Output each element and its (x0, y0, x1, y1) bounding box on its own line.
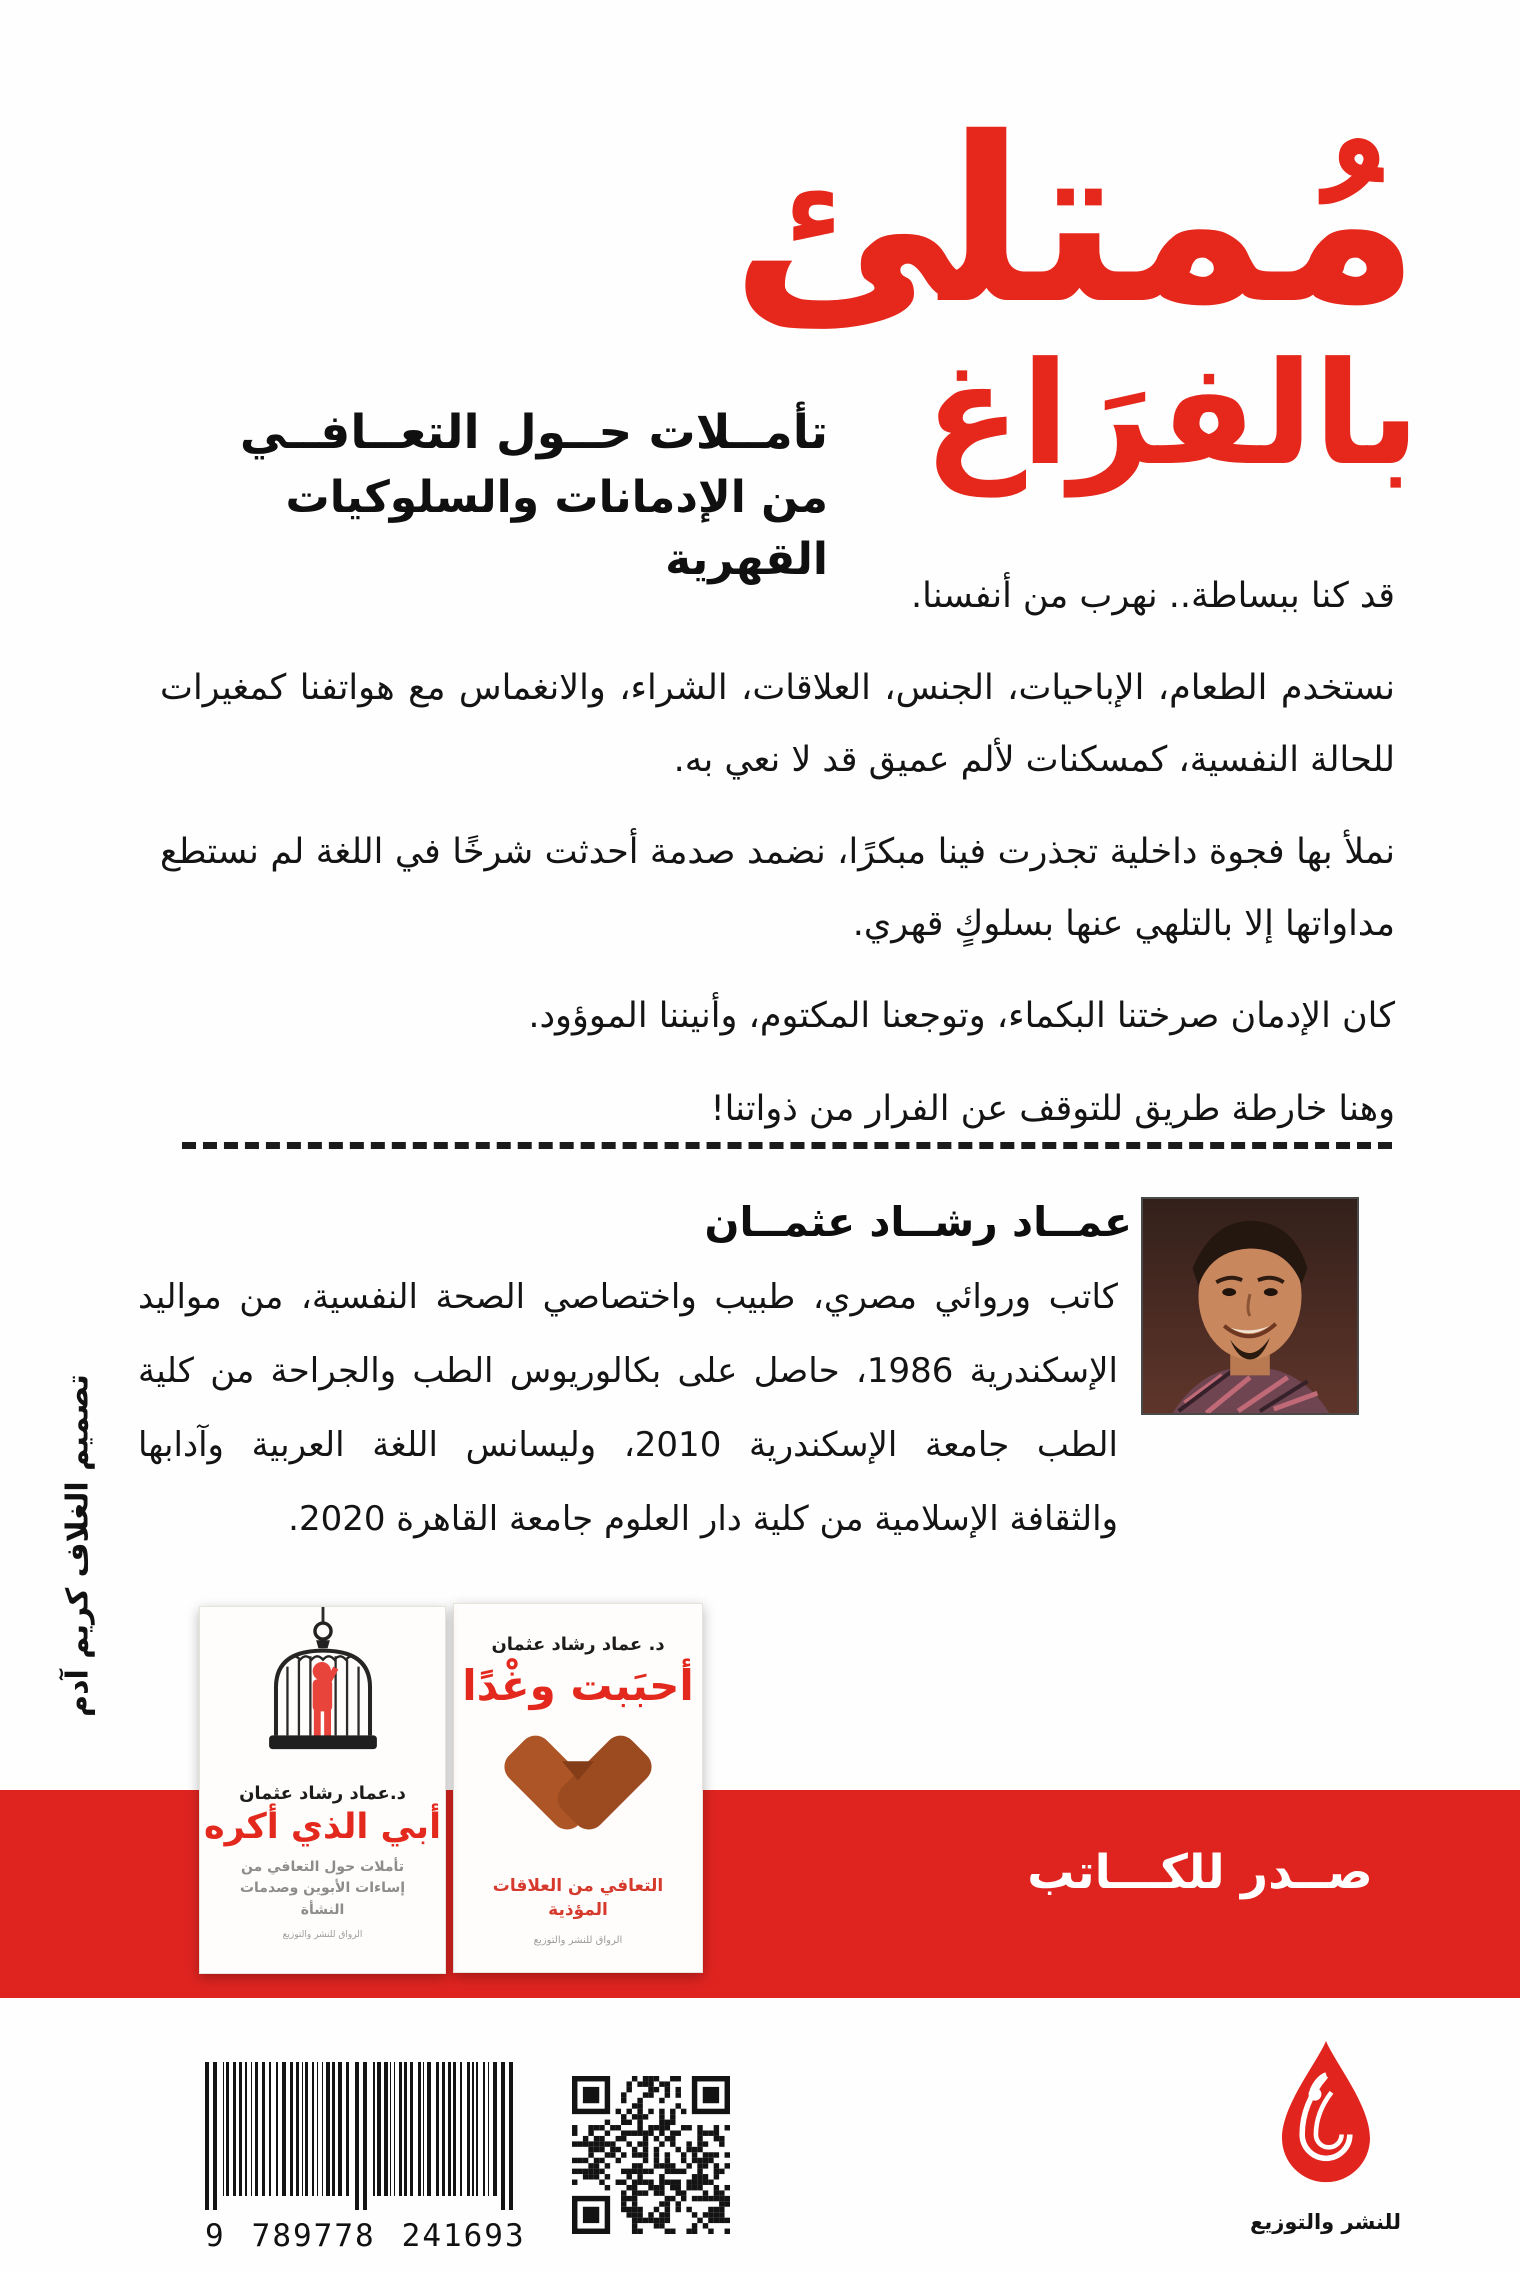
book-title (730, 88, 1420, 497)
qr-code (572, 2076, 730, 2234)
minicover-ahbabt-waghadan (453, 1603, 703, 1973)
author-photo (1141, 1197, 1359, 1415)
minicover-a-author: د. عماد رشاد عثمان (491, 1634, 665, 1655)
isbn-lead-digit: 9 (205, 2218, 226, 2254)
blurb-paragraph-5: وهنا خارطة طريق للتوقف عن الفرار من ذواتنا! (710, 1088, 1395, 1129)
publisher-tagline: للنشر والتوزيع (1250, 2210, 1401, 2234)
origami-heart-icon (503, 1725, 653, 1853)
book-title-line1: مُمتلئ (730, 88, 1420, 354)
blurb-paragraph-2: نستخدم الطعام، الإباحيات، الجنس، العلاقات، الشراء، والانغماس مع هواتفنا كمغيرات للحالة النفسية، كمسكنات لألم عميق قد لا نعي به. (160, 668, 1395, 781)
blurb-paragraph-1: قد كنا ببساطة.. نهرب من أنفسنا. (911, 576, 1395, 616)
book-subtitle-line1: تأمــلات حــول التعــافــي (239, 405, 828, 460)
isbn-digits (205, 2218, 535, 2254)
barcode-bars (205, 2062, 517, 2212)
minicover-a-title: أحبَبت وغْدًا (462, 1661, 694, 1710)
minicover-b-publisher: الرواق للنشر والتوزيع (282, 1929, 363, 1940)
minicover-a-subtitle: التعافي من العلاقات المؤذية (492, 1876, 664, 1920)
minicover-a-publisher: الرواق للنشر والتوزيع (533, 1934, 623, 1946)
blurb-paragraph-4: كان الإدمان صرختنا البكماء، وتوجعنا المكتوم، وأنيننا الموؤود. (528, 996, 1395, 1037)
isbn-barcode (205, 2062, 535, 2254)
author-name: عمــاد رشــاد عثمــان (704, 1198, 1132, 1246)
minicover-b-author: د.عماد رشاد عثمان (239, 1783, 406, 1804)
back-cover-blurb (160, 560, 1395, 1145)
minicover-b-subtitle: تأملات حول التعافي من إساءات الأبوين وصدمات النشأة (239, 1858, 406, 1918)
author-portrait-illustration (1143, 1199, 1357, 1413)
publisher-drop-icon (1271, 2032, 1381, 2204)
cover-design-credit: تصميم الغلاف كريم آدم (60, 1374, 96, 1717)
isbn-group1: 789778 (251, 2218, 376, 2254)
publisher-logo (1238, 2032, 1413, 2234)
author-bio: كاتب وروائي مصري، طبيب واختصاصي الصحة النفسية، من مواليد الإسكندرية 1986، حاصل على بكالوريوس الطب والجراحة من كلية الطب جامعة الإسكندرية 2010، وليسانس اللغة العربية وآدابها والثقافة الإسلامية من كلية دار العلوم جامعة القاهرة 2020. (138, 1277, 1118, 1540)
birdcage-icon (248, 1607, 398, 1779)
published-for-author-label: صــدر للكـــاتب (1027, 1845, 1373, 1900)
blurb-paragraph-3: نملأ بها فجوة داخلية تجذرت فينا مبكرًا، نضمد صدمة أحدثت شرخًا في اللغة لم نستطع مداواتها إلا بالتلهي عنها بسلوكٍ قهري. (160, 832, 1395, 945)
isbn-group2: 241693 (401, 2218, 526, 2254)
minicover-abi-alladhi-akrah (199, 1606, 446, 1974)
minicover-b-title: أبي الذي أكره (203, 1807, 442, 1847)
dashed-divider (182, 1142, 1392, 1149)
book-subtitle-line2: من الإدمانات والسلوكيات القهرية (285, 471, 828, 586)
book-title-line2: بالفرَاغ (923, 331, 1420, 497)
